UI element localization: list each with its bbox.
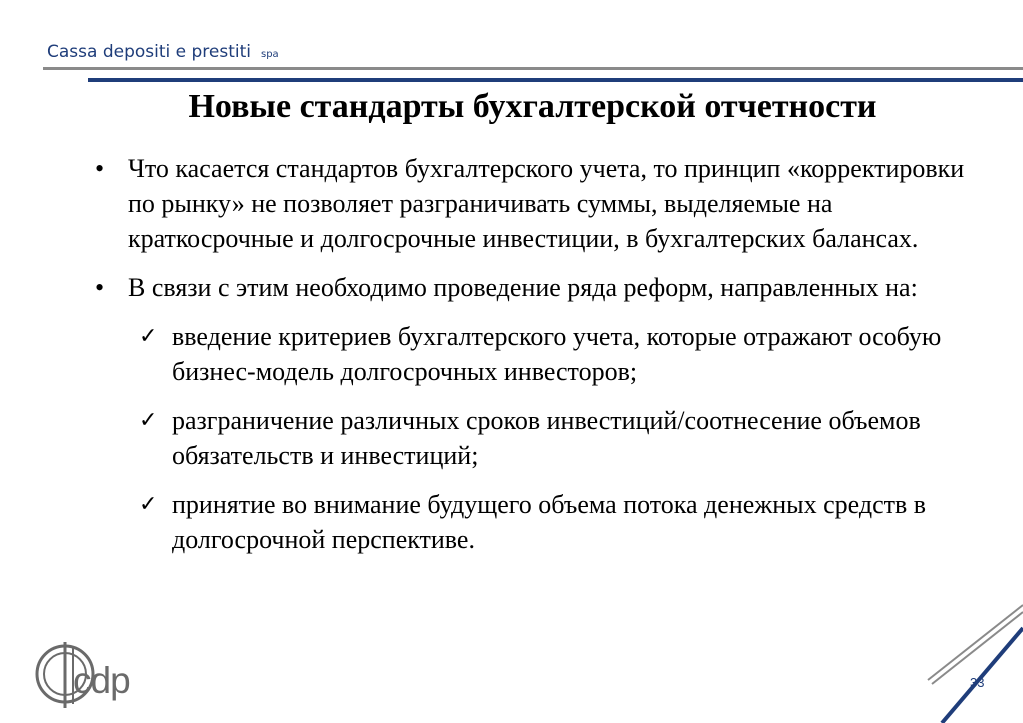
slide-body xyxy=(93,151,973,571)
decorative-diagonal-lines xyxy=(920,600,1023,723)
brand-header xyxy=(47,42,279,62)
bullet-item xyxy=(93,270,973,305)
bullet-item xyxy=(93,151,973,256)
checkmark-icon: ✓ xyxy=(139,324,158,349)
bullet-text: Что касается стандартов бухгалтерского учета, то принцип «корректировки по рынку» не позволяет разграничивать суммы, выделяемые на краткосрочные и долгосрочные инвестиции, в бухгалтерских балансах. xyxy=(128,154,965,253)
header-rule-blue xyxy=(88,78,1023,82)
brand-name: Cassa depositi e prestiti xyxy=(47,42,251,62)
sub-bullet-item xyxy=(137,319,973,389)
header-rule-gray xyxy=(43,67,1023,70)
logo-wordmark: cdp xyxy=(73,660,130,701)
checkmark-icon: ✓ xyxy=(139,408,158,433)
sub-bullet-text: принятие во внимание будущего объема потока денежных средств в долгосрочной перспективе. xyxy=(172,490,927,554)
sub-bullet-text: введение критериев бухгалтерского учета, которые отражают особую бизнес-модель долгосрочных инвесторов; xyxy=(172,322,942,386)
bullet-marker: • xyxy=(95,154,105,183)
bullet-text: В связи с этим необходимо проведение ряда реформ, направленных на: xyxy=(128,273,918,302)
page-title: Новые стандарты бухгалтерской отчетности xyxy=(188,88,877,125)
bullet-marker: • xyxy=(95,273,105,302)
brand-suffix: spa xyxy=(261,49,279,60)
sub-bullet-text: разграничение различных сроков инвестиций/соотнесение объемов обязательств и инвестиций; xyxy=(172,406,921,470)
checkmark-icon: ✓ xyxy=(139,492,158,517)
sub-bullet-item xyxy=(137,403,973,473)
page-number: 33 xyxy=(970,675,985,690)
sub-bullet-item xyxy=(137,487,973,557)
